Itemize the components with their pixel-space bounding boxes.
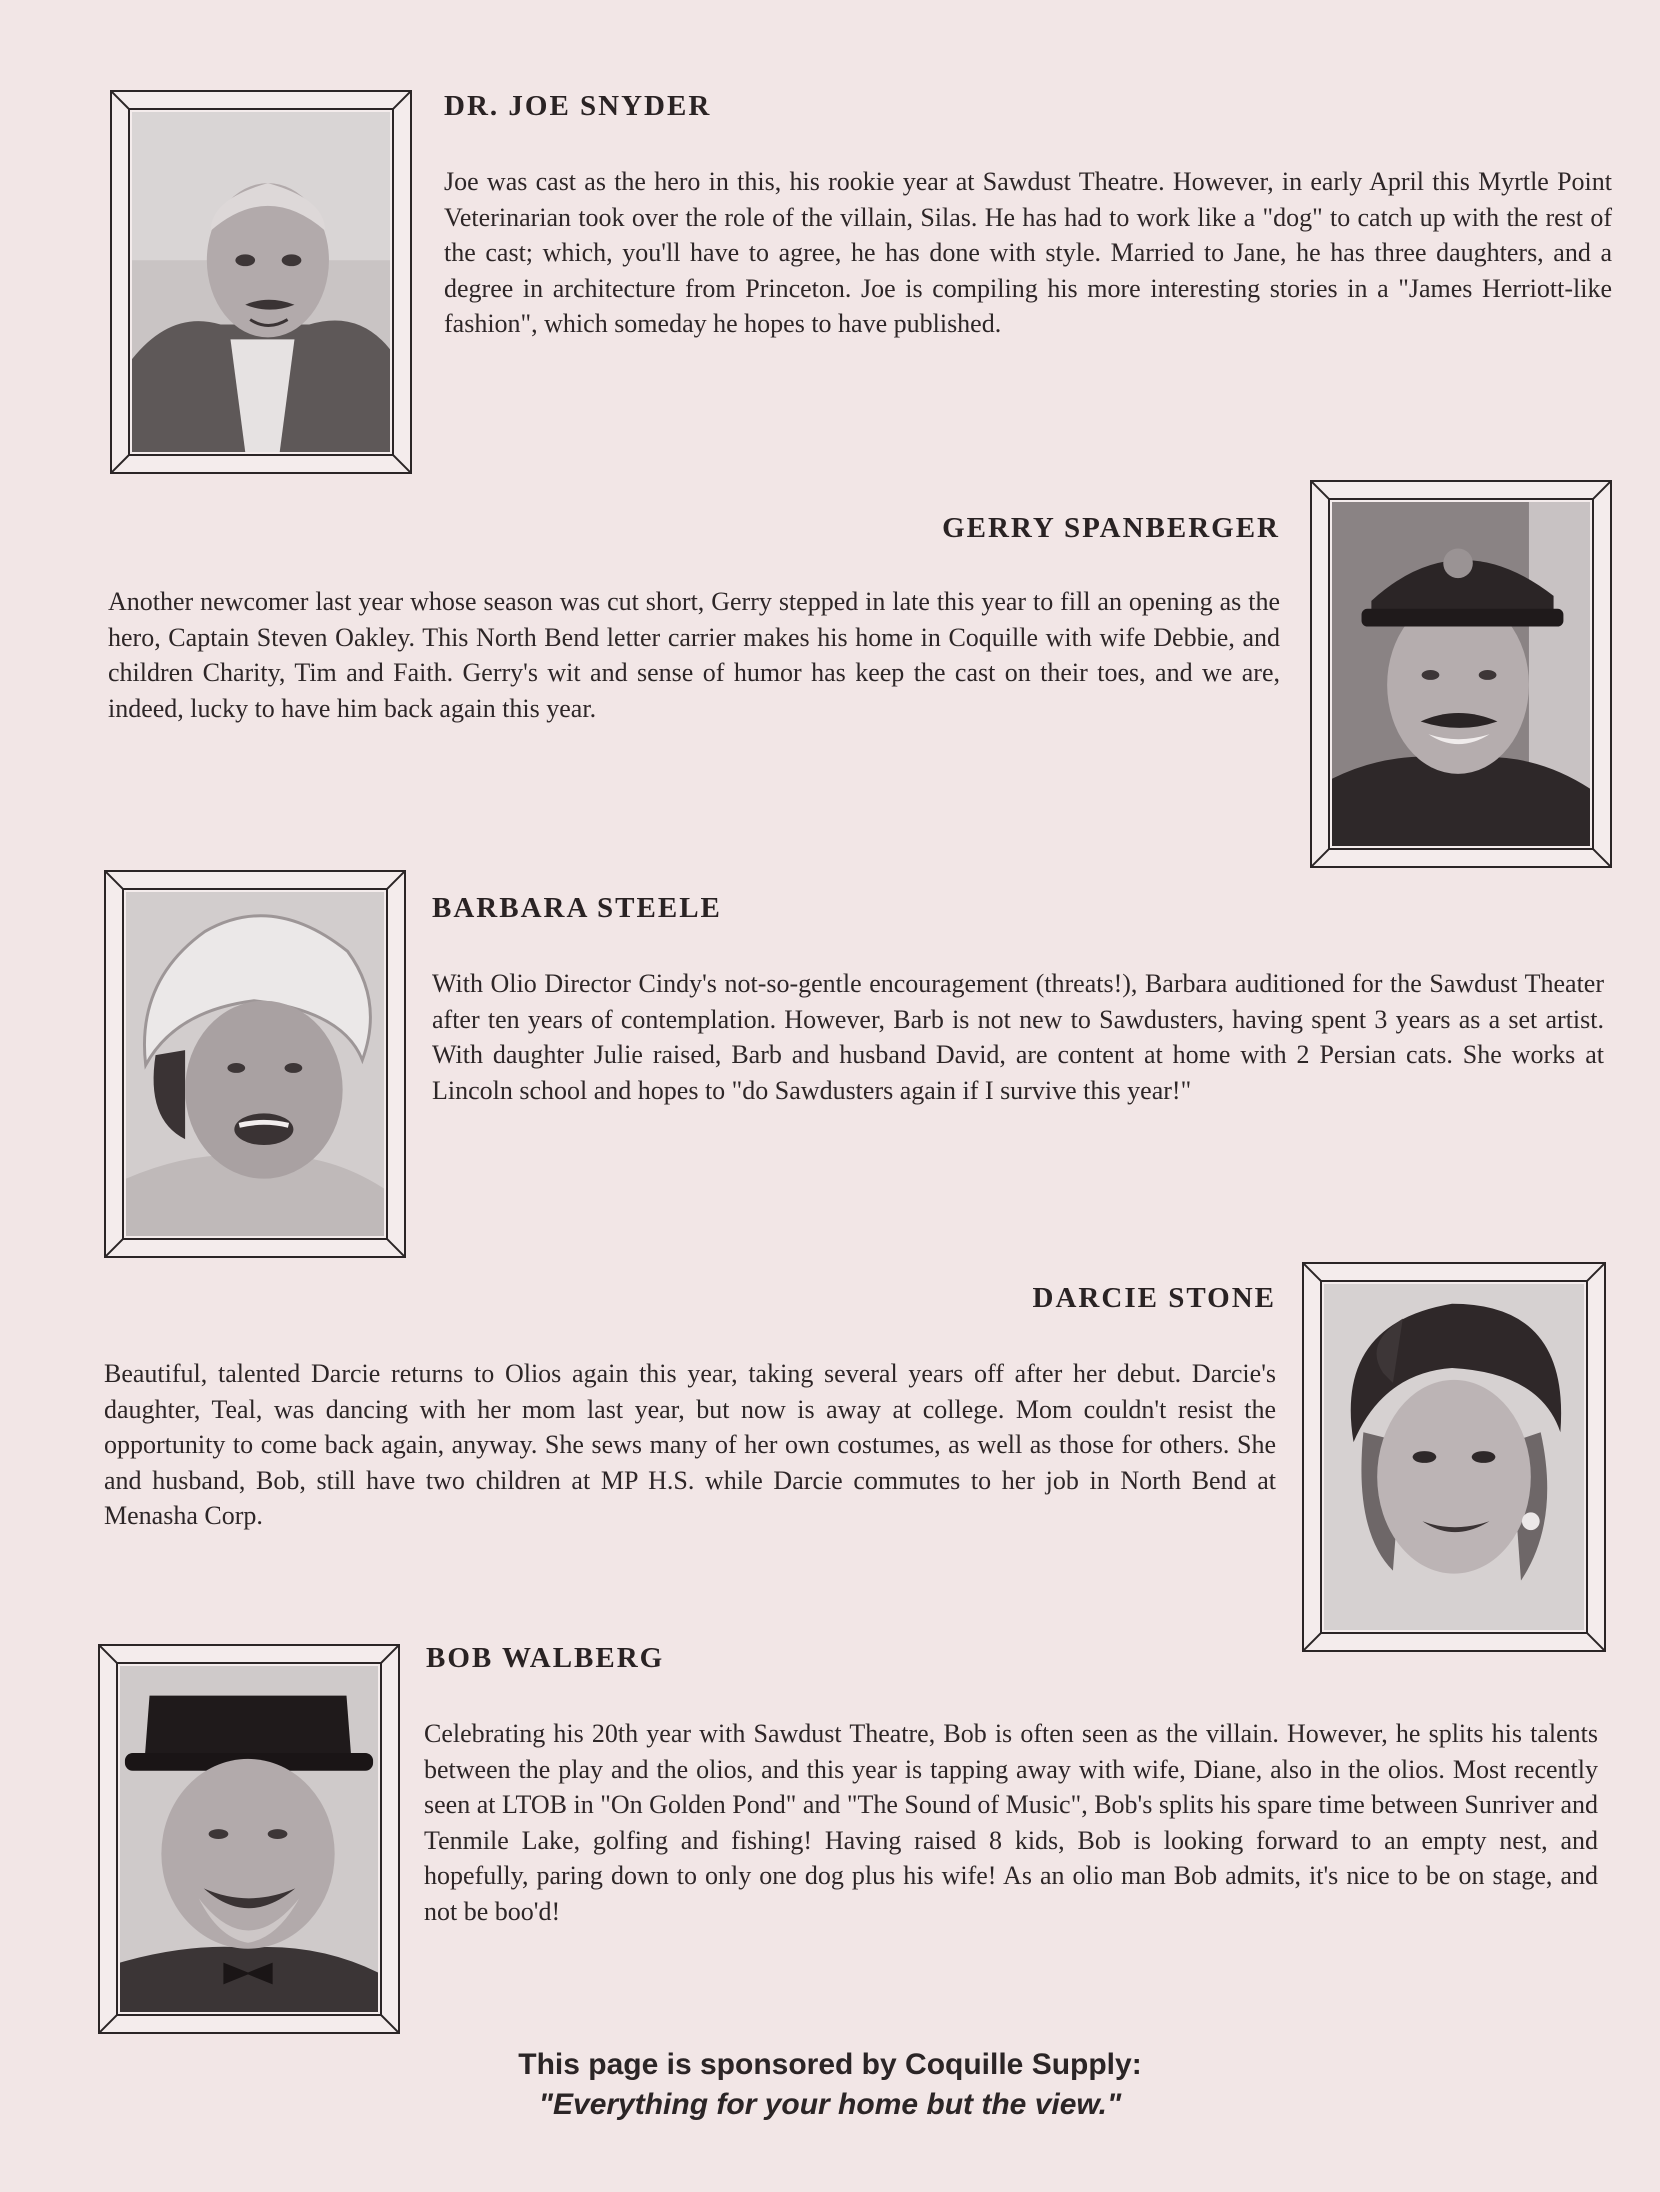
portrait-gerry-spanberger [1332,502,1590,846]
name-gerry-spanberger: GERRY SPANBERGER [942,512,1280,544]
name-barbara-steele: BARBARA STEELE [432,892,722,924]
bio-barbara-steele: With Olio Director Cindy's not-so-gentle encouragement (threats!), Barbara auditioned for the Sawdust Theater after ten years of contemplation. However, Barb is not new to Sawdusters, having spent 3 years as a set artist. With daughter Julie raised, Barb and husband David, are content at home with 2 Persian cats. She works at Lincoln school and hopes to "do Sawdusters again if I survive this year!" [432,969,1604,1105]
portrait-joe-snyder [132,112,390,452]
bio-bob-walberg: Celebrating his 20th year with Sawdust Theatre, Bob is often seen as the villain. However, he splits his talents between the play and the olios, and this year is tapping away with wife, Diane, also in the olios. Most recently seen at LTOB in "On Golden Pond" and "The Sound of Music", Bob's splits his spare time between Sunriver and Tenmile Lake, golfing and fishing! Having raised 8 kids, Bob is looking forward to an empty nest, and hopefully, paring down to only one dog plus his wife! As an olio man Bob admits, it's nice to be on stage, and not be boo'd! [424,1719,1598,1926]
sponsor-line: This page is sponsored by Coquille Supply: [518,2048,1142,2081]
bio-joe-snyder: Joe was cast as the hero in this, his rookie year at Sawdust Theatre. However, in early April this Myrtle Point Veterinarian took over the role of the villain, Silas. He has had to work like a "dog" to catch up with the rest of the cast; which, you'll have to agree, he has done with style. Married to Jane, he has three daughters, and a degree in architecture from Princeton. Joe is compiling his more interesting stories in a "James Herriott-like fashion", which someday he hopes to have published. [444,167,1612,338]
photo-frame-gerry-spanberger [1310,480,1612,868]
portrait-bob-walberg [120,1666,378,2012]
bio-gerry-spanberger: Another newcomer last year whose season was cut short, Gerry stepped in late this year to fill an opening as the hero, Captain Steven Oakley. This North Bend letter carrier makes his home in Coquille with wife Debbie, and children Charity, Tim and Faith. Gerry's wit and sense of humor has keep the cast on their toes, and we are, indeed, lucky to have him back again this year. [108,587,1280,723]
name-darcie-stone: DARCIE STONE [1032,1282,1276,1314]
portrait-barbara-steele [126,892,384,1236]
portrait-darcie-stone [1324,1284,1584,1630]
sponsor-slogan: "Everything for your home but the view." [538,2088,1122,2121]
photo-frame-bob-walberg [98,1644,400,2034]
photo-frame-darcie-stone [1302,1262,1606,1652]
name-bob-walberg: BOB WALBERG [426,1642,665,1674]
photo-frame-barbara-steele [104,870,406,1258]
bio-darcie-stone: Beautiful, talented Darcie returns to Olios again this year, taking several years off after her debut. Darcie's daughter, Teal, was dancing with her mom last year, but now is away at college. Mom couldn't resist the opportunity to come back again, anyway. She sews many of her own costumes, as well as those for others. She and husband, Bob, still have two children at MP H.S. while Darcie commutes to her job in North Bend at Menasha Corp. [104,1359,1276,1530]
name-joe-snyder: DR. JOE SNYDER [444,90,712,122]
photo-frame-joe-snyder [110,90,412,474]
